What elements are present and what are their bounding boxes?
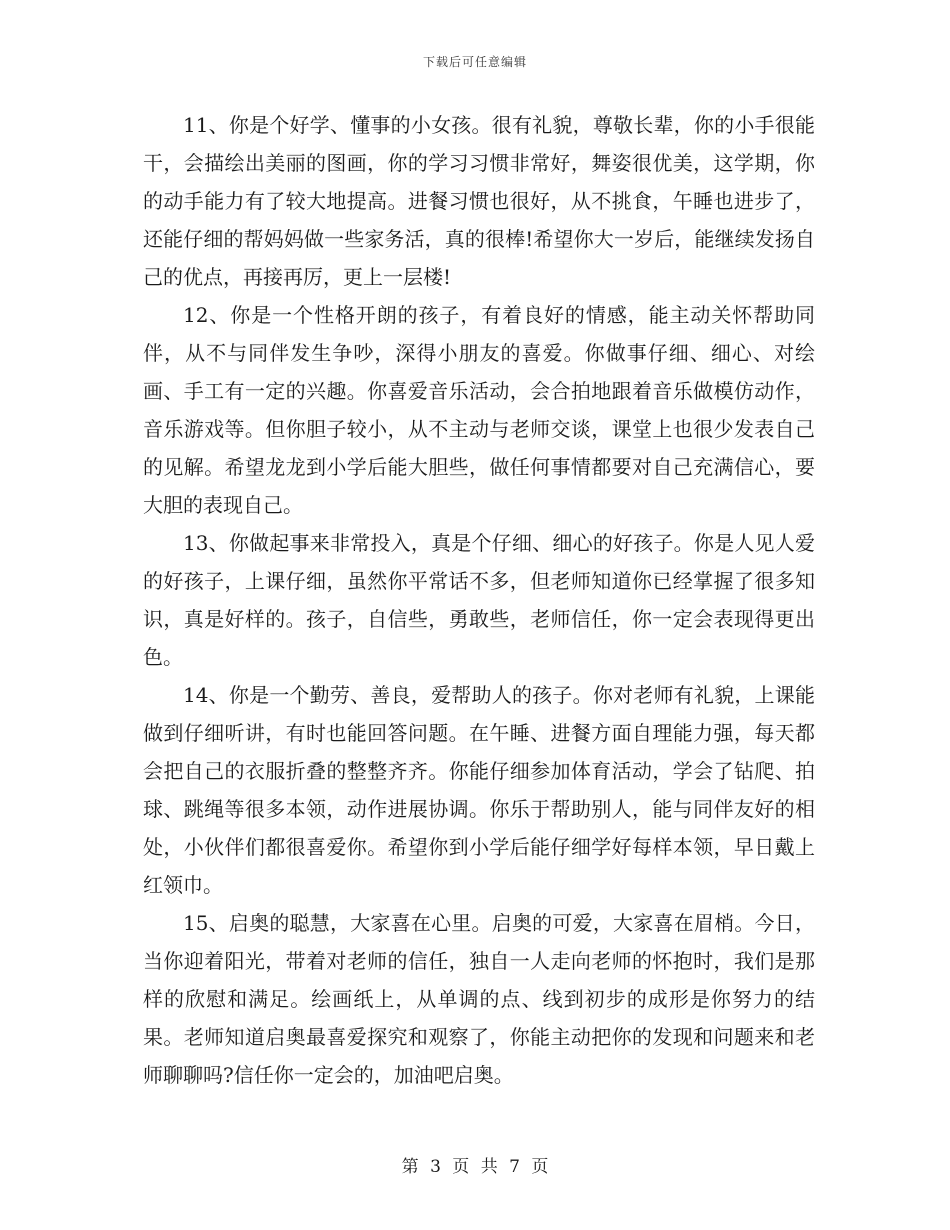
paragraph-13: 13、你做起事来非常投入，真是个仔细、细心的好孩子。你是人见人爱的好孩子，上课仔细，虽然你平常话不多，但老师知道你已经掌握了很多知识，真是好样的。孩子，自信些，勇敢些，老师信任，你一定会表现得更出色。 <box>143 531 815 669</box>
paragraph-15: 15、启奥的聪慧，大家喜在心里。启奥的可爱，大家喜在眉梢。今日，当你迎着阳光，带着对老师的信任，独自一人走向老师的怀抱时，我们是那样的欣慰和满足。绘画纸上，从单调的点、线到初步的成形是你努力的结果。老师知道启奥最喜爱探究和观察了，你能主动把你的发现和问题来和老师聊聊吗?信任你一定会的，加油吧启奥。 <box>143 911 815 1087</box>
page-number-footer: 第 3 页 共 7 页 <box>401 1157 549 1177</box>
document-body <box>143 106 815 1094</box>
paragraph-14: 14、你是一个勤劳、善良，爱帮助人的孩子。你对老师有礼貌，上课能做到仔细听讲，有时也能回答问题。在午睡、进餐方面自理能力强，每天都会把自己的衣服折叠的整整齐齐。你能仔细参加体育活动，学会了钻爬、拍球、跳绳等很多本领，动作进展协调。你乐于帮助别人，能与同伴友好的相处，小伙伴们都很喜爱你。希望你到小学后能仔细学好每样本领，早日戴上红领巾。 <box>143 683 815 897</box>
paragraph-11: 11、你是个好学、懂事的小女孩。很有礼貌，尊敬长辈，你的小手很能干，会描绘出美丽的图画，你的学习习惯非常好，舞姿很优美，这学期，你的动手能力有了较大地提高。进餐习惯也很好，从不挑食，午睡也进步了，还能仔细的帮妈妈做一些家务活，真的很棒!希望你大一岁后，能继续发扬自己的优点，再接再厉，更上一层楼! <box>143 113 815 289</box>
page-header: 下载后可任意编辑 <box>422 55 527 69</box>
paragraph-12: 12、你是一个性格开朗的孩子，有着良好的情感，能主动关怀帮助同伴，从不与同伴发生争吵，深得小朋友的喜爱。你做事仔细、细心、对绘画、手工有一定的兴趣。你喜爱音乐活动，会合拍地跟着音乐做模仿动作，音乐游戏等。但你胆子较小，从不主动与老师交谈，课堂上也很少发表自己的见解。希望龙龙到小学后能大胆些，做任何事情都要对自己充满信心，要大胆的表现自己。 <box>143 303 815 517</box>
